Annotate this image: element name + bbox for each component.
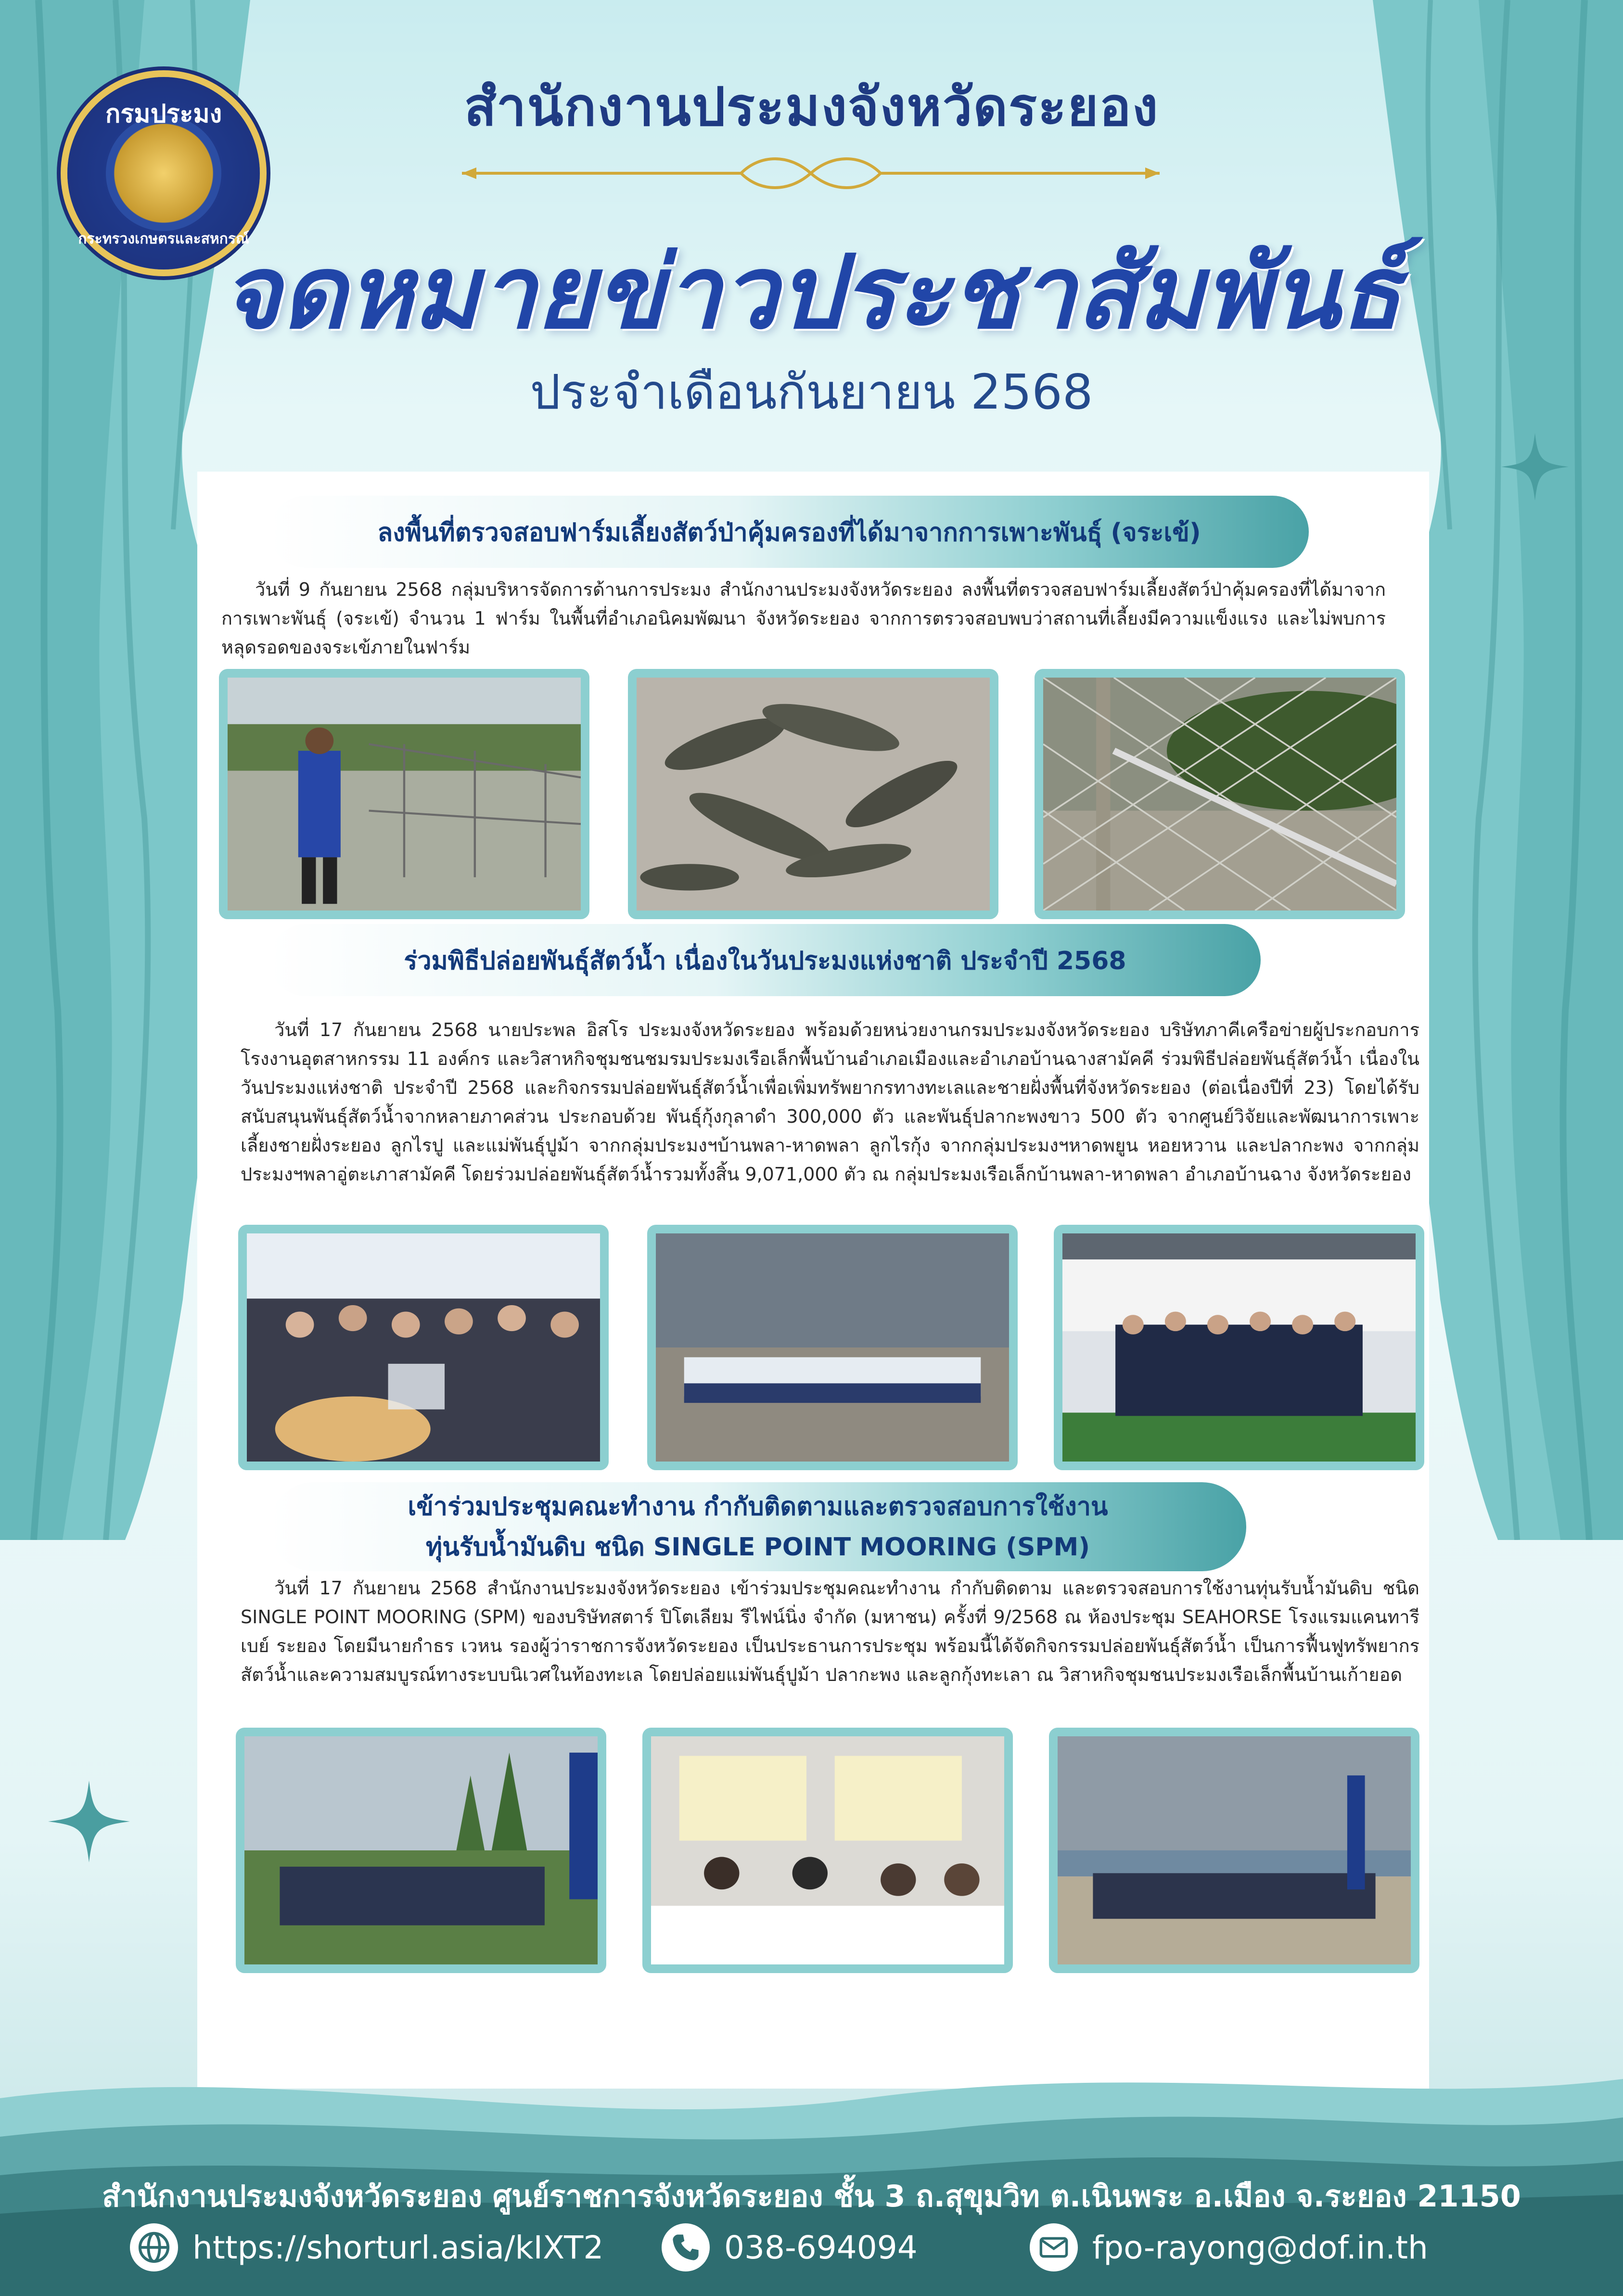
email-address[interactable]: fpo-rayong@dof.in.th — [1092, 2229, 1428, 2266]
section-3-heading — [269, 1482, 1246, 1571]
outdoor-group-icon — [244, 1736, 598, 1964]
section-1-photo-3 — [1035, 669, 1405, 919]
section-2-photo-1 — [238, 1225, 609, 1470]
footer-website[interactable] — [130, 2223, 603, 2271]
logo-text-top: กรมประมง — [105, 100, 222, 128]
beach-group-icon — [656, 1233, 1009, 1462]
website-url[interactable]: https://shorturl.asia/kIXT2 — [192, 2229, 604, 2266]
sparkle-icon — [48, 1781, 130, 1862]
fenced-pond-icon — [1043, 678, 1396, 911]
section-3-heading-line-1: เข้าร่วมประชุมคณะทำงาน กำกับติดตามและตรวจสอบการใช้งาน — [408, 1492, 1108, 1521]
section-1-heading-text: ลงพื้นที่ตรวจสอบฟาร์มเลี้ยงสัตว์ป่าคุ้มครองที่ได้มาจากการเพาะพันธุ์ (จระเข้) — [377, 518, 1201, 547]
section-1-heading — [269, 496, 1309, 568]
phone-icon — [662, 2223, 710, 2271]
section-3-photo-3 — [1049, 1728, 1419, 1973]
section-3-photo-1 — [236, 1728, 606, 1973]
section-2-heading-text: ร่วมพิธีปล่อยพันธุ์สัตว์น้ำ เนื่องในวันประมงแห่งชาติ ประจำปี 2568 — [404, 946, 1126, 975]
section-2-body: วันที่ 17 กันยายน 2568 นายประพล อิสโร ประมงจังหวัดระยอง พร้อมด้วยหน่วยงานกรมประมงจังหวัดระยอง บริษัทภาคีเครือข่ายผู้ประกอบการโรงงานอุตสาหกรรม 11 องค์กร และวิสาหกิจชุมชนชมรมประมงเรือเล็กพื้นบ้านอำเภอเมืองและอำเภอบ้านฉางสามัคคี ร่วมพิธีปล่อยพันธุ์สัตว์น้ำ เนื่องในวันประมงแห่งชาติ ประจำปี 2568 และกิจกรรมปล่อยพันธุ์สัตว์น้ำเพื่อเพิ่มทรัพยากรทางทะเลและชายฝั่งพื้นที่จังหวัดระยอง (ต่อเนื่องปีที่ 23) โดยได้รับสนับสนุนพันธุ์สัตว์น้ำจากหลายภาคส่วน ประกอบด้วย พันธุ์กุ้งกุลาดำ 300,000 ตัว และพันธุ์ปลากะพงขาว 500 ตัว จากศูนย์วิจัยและพัฒนาการเพาะเลี้ยงชายฝั่งระยอง ลูกไรปู และแม่พันธุ์ปูม้า จากกลุ่มประมงฯบ้านพลา-หาดพลา ลูกไรกุ้ง จากกลุ่มประมงฯหาดพยูน หอยหวาน และปลากะพง จากกลุ่มประมงฯพลาอู่ตะเภาสามัคคี โดยร่วมปล่อยพันธุ์สัตว์น้ำรวมทั้งสิ้น 9,071,000 ตัว ณ กลุ่มประมงเรือเล็กบ้านพลา-หาดพลา อำเภอบ้านฉาง จังหวัดระยอง — [241, 1019, 1419, 1185]
section-3-body: วันที่ 17 กันยายน 2568 สำนักงานประมงจังหวัดระยอง เข้าร่วมประชุมคณะทำงาน กำกับติดตาม และตรวจสอบการใช้งานทุ่นรับน้ำมันดิบ ชนิด SINGLE POINT MOORING (SPM) ของบริษัทสตาร์ ปิโตเลียม รีไฟน์นิ่ง จำกัด (มหาชน) ครั้งที่ 9/2568 ณ ห้องประชุม SEAHORSE โรงแรมแคนทารี เบย์ ระยอง โดยมีนายกำธร เวหน รองผู้ว่าราชการจังหวัดระยอง เป็นประธานการประชุม พร้อมนี้ได้จัดกิจกรรมปล่อยพันธุ์สัตว์น้ำ เป็นการฟื้นฟูทรัพยากรสัตว์น้ำและความสมบูรณ์ทางระบบนิเวศในท้องทะเล โดยปล่อยแม่พันธุ์ปูม้า ปลากะพง และลูกกุ้งทะเลา ณ วิสาหกิจชุมชนประมงเรือเล็กพื้นบ้านเก้ายอด — [241, 1578, 1419, 1685]
footer-email[interactable] — [1030, 2223, 1428, 2271]
section-2-heading — [269, 924, 1261, 996]
globe-icon — [130, 2223, 178, 2271]
section-2-photo-2 — [647, 1225, 1018, 1470]
officer-at-farm-fence-icon — [228, 678, 581, 911]
section-1-photo-2 — [628, 669, 998, 919]
phone-number[interactable]: 038-694094 — [724, 2229, 918, 2266]
seaside-group-icon — [1058, 1736, 1411, 1964]
meeting-room-icon — [651, 1736, 1004, 1964]
crocodiles-icon — [637, 678, 990, 911]
section-3-photo-2 — [642, 1728, 1013, 1973]
section-1-photo-1 — [219, 669, 589, 919]
org-title: สำนักงานประมงจังหวัดระยอง — [464, 76, 1159, 138]
footer-phone[interactable] — [662, 2223, 918, 2271]
sparkle-icon — [1501, 433, 1569, 500]
release-ceremony-crowd-icon — [247, 1233, 600, 1462]
section-2-photo-3 — [1054, 1225, 1424, 1470]
ornament-divider-icon — [462, 154, 1160, 192]
section-1-body: วันที่ 9 กันยายน 2568 กลุ่มบริหารจัดการด้านการประมง สำนักงานประมงจังหวัดระยอง ลงพื้นที่ตรวจสอบฟาร์มเลี้ยงสัตว์ป่าคุ้มครองที่ได้มาจากการเพาะพันธุ์ (จระเข้) จำนวน 1 ฟาร์ม ในพื้นที่อำเภอนิคมพัฒนา จังหวัดระยอง จากการตรวจสอบพบว่าสถานที่เลี้ยงมีความแข็งแรง และไม่พบการหลุดรอดของจระเข้ภายในฟาร์ม — [221, 579, 1386, 658]
issue-month: ประจำเดือนกันยายน 2568 — [530, 364, 1093, 420]
logo-text-bottom: กระทรวงเกษตรและสหกรณ์ — [78, 231, 249, 247]
footer-address: สำนักงานประมงจังหวัดระยอง ศูนย์ราชการจังหวัดระยอง ชั้น 3 ถ.สุขุมวิท ต.เนินพระ อ.เมือง จ.ระยอง 21150 — [102, 2179, 1521, 2214]
section-3-heading-line-2: ทุ่นรับน้ำมันดิบ ชนิด SINGLE POINT MOORING (SPM) — [425, 1532, 1090, 1562]
stage-group-icon — [1062, 1233, 1416, 1462]
newsletter-title: จดหมายข่าวประชาสัมพันธ์ — [221, 232, 1402, 351]
mail-icon — [1030, 2223, 1078, 2271]
